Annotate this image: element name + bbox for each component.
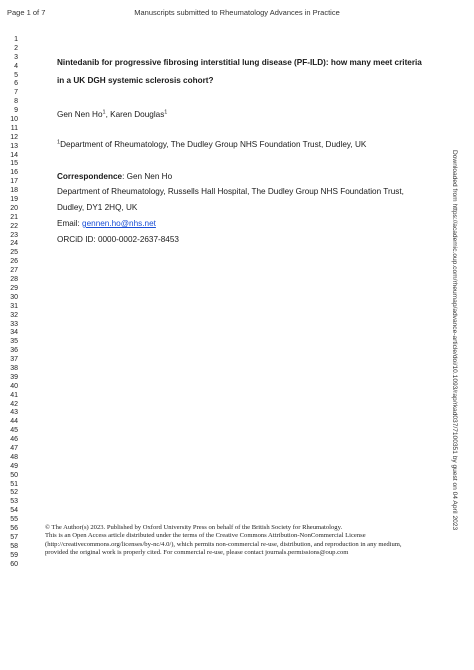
correspondence [57,172,172,181]
journal-header: Manuscripts submitted to Rheumatology Advances in Practice [134,8,340,17]
page-number: Page 1 of 7 [7,8,46,17]
line-number: 6 [14,80,18,88]
line-number: 23 [10,231,18,239]
line-number: 59 [10,551,18,559]
line-number-column [0,36,18,569]
line-number: 52 [10,489,18,497]
line-number: 46 [10,436,18,444]
affiliation-text: Department of Rheumatology, The Dudley Group NHS Foundation Trust, Dudley, UK [60,140,367,149]
author-1: Gen Nen Ho [57,110,103,119]
line-number: 14 [10,151,18,159]
line-number: 48 [10,453,18,461]
line-number: 34 [10,329,18,337]
download-watermark: Downloaded from https://academic.oup.com/rheumap/advance-article/doi/10.1093/rap/rkad037/7100351 by guest on 04 April 2023 [451,150,458,531]
author-1-affiliation-marker: 1 [102,109,106,116]
line-number: 3 [14,53,18,61]
affiliation [57,140,366,149]
line-number: 50 [10,471,18,479]
line-number: 35 [10,338,18,346]
line-number: 41 [10,391,18,399]
affiliation-marker: 1 [57,139,61,146]
line-number: 39 [10,373,18,381]
author-2: , Karen Douglas [105,110,165,119]
line-number: 26 [10,258,18,266]
line-number: 18 [10,187,18,195]
license-line-1: © The Author(s) 2023. Published by Oxford University Press on behalf of the British Society for Rheumatology. [45,524,343,531]
email-label: Email: [57,219,83,228]
author-list [57,110,167,119]
license-line-3: (http://creativecommons.org/licenses/by-nc/4.0/), which permits non-commercial re-use, distribution, and reproduction in any medium, [45,540,402,548]
line-number: 4 [14,62,18,70]
paper-title-line-1: Nintedanib for progressive fibrosing interstitial lung disease (PF-ILD): how many meet criteria [57,58,422,67]
line-number: 27 [10,267,18,275]
line-number: 15 [10,160,18,168]
line-number: 24 [10,240,18,248]
line-number: 47 [10,444,18,452]
license-notice [45,524,445,557]
line-number: 22 [10,222,18,230]
line-number: 29 [10,284,18,292]
line-number: 12 [10,133,18,141]
line-number: 45 [10,427,18,435]
line-number: 54 [10,507,18,515]
line-number: 44 [10,418,18,426]
line-number: 43 [10,409,18,417]
line-number: 38 [10,364,18,372]
line-number: 16 [10,169,18,177]
line-number: 1 [14,36,18,43]
line-number: 33 [10,320,18,328]
line-number: 36 [10,347,18,355]
license-line-4: provided the original work is properly cited. For commercial re-use, please contact journals.permissions@oup.com [45,548,349,556]
line-number: 21 [10,213,18,221]
line-number: 53 [10,498,18,506]
line-number: 17 [10,178,18,186]
address-line-2: Dudley, DY1 2HQ, UK [57,203,138,212]
orcid-id: ORCiD ID: 0000-0002-2637-8453 [57,235,179,244]
correspondence-name: : Gen Nen Ho [122,172,173,181]
author-2-affiliation-marker: 1 [164,109,168,116]
email-row [57,219,156,228]
line-number: 60 [10,560,18,568]
paper-title-line-2: in a UK DGH systemic sclerosis cohort? [57,76,214,85]
line-number: 30 [10,293,18,301]
line-number: 20 [10,204,18,212]
line-number: 51 [10,480,18,488]
line-number: 10 [10,116,18,124]
line-number: 11 [10,124,18,132]
line-number: 8 [14,98,18,106]
line-number: 42 [10,400,18,408]
line-number: 58 [10,542,18,550]
line-number: 5 [14,71,18,79]
line-number: 28 [10,276,18,284]
line-number: 32 [10,311,18,319]
line-number: 19 [10,196,18,204]
line-number: 56 [10,524,18,532]
line-number: 57 [10,533,18,541]
correspondence-label: Correspondence [57,172,123,181]
address-line-1: Department of Rheumatology, Russells Hall Hospital, The Dudley Group NHS Foundation Trust, [57,187,404,196]
license-line-2: This is an Open Access article distributed under the terms of the Creative Commons Attribution-NonCommercial License [45,532,366,540]
line-number: 31 [10,302,18,310]
line-number: 37 [10,356,18,364]
line-number: 13 [10,142,18,150]
line-number: 40 [10,382,18,390]
line-number: 55 [10,516,18,524]
email-link[interactable]: gennen.ho@nhs.net [82,219,156,228]
line-number: 9 [14,107,18,115]
line-number: 7 [14,89,18,97]
line-number: 2 [14,44,18,52]
line-number: 49 [10,462,18,470]
line-number: 25 [10,249,18,257]
